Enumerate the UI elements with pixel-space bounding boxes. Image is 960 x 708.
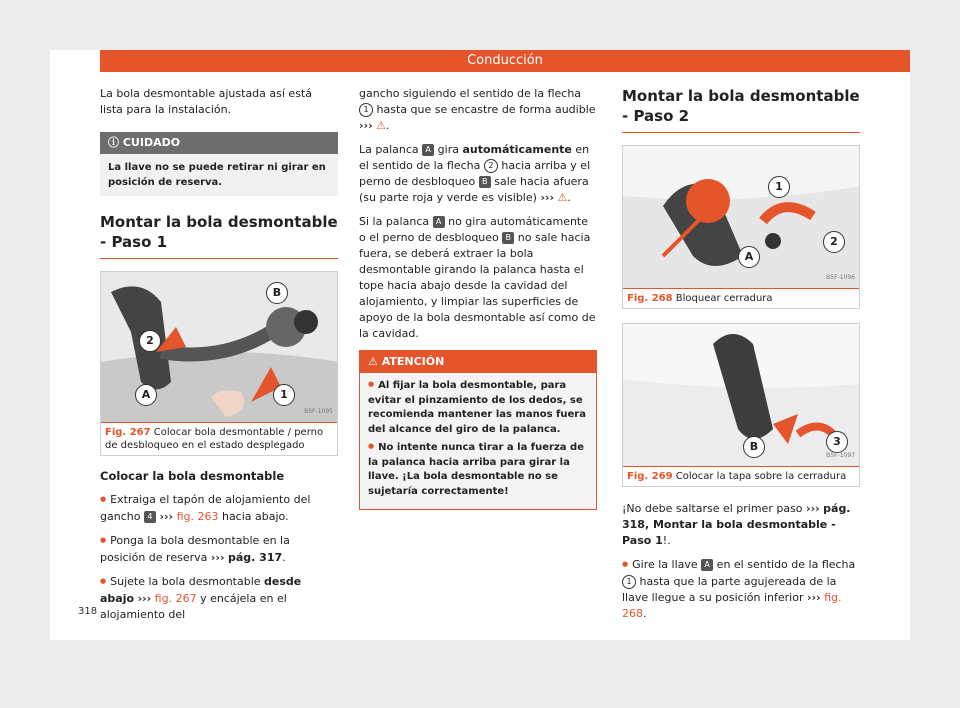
page-link[interactable]: pág. 318, Montar la bola desmontable - Paso 1 bbox=[622, 502, 851, 547]
caution-box bbox=[100, 132, 338, 196]
page-link[interactable]: pág. 317 bbox=[227, 551, 283, 564]
column-1 bbox=[100, 86, 338, 631]
info-icon: ⓘ bbox=[108, 136, 119, 149]
cap-illustration bbox=[623, 324, 859, 466]
subhead: Colocar la bola desmontable bbox=[100, 469, 285, 483]
warning-item bbox=[368, 441, 588, 499]
letter-b: B bbox=[502, 232, 514, 244]
warning-text bbox=[360, 373, 596, 509]
section-title-paso-1: Montar la bola desmontable - Paso 1 bbox=[100, 212, 338, 259]
bullet-dot bbox=[100, 493, 110, 506]
figure-caption-text: Bloquear cerradura bbox=[675, 293, 773, 304]
bullet-dot bbox=[368, 442, 378, 453]
para-3-text1: no gira automáticamente o el perno de desbloqueo bbox=[359, 215, 589, 244]
figure-268 bbox=[622, 145, 860, 309]
warning-title: ATENCIÓN bbox=[381, 355, 445, 368]
step2-bullet: ● Gire la llave A en el sentido de la flecha 1 hasta que la parte agujereada de la llave llegue a su posición inferior ››› fig. 268. bbox=[622, 557, 860, 622]
figure-267-image bbox=[101, 272, 337, 422]
bullet-dot bbox=[100, 575, 110, 588]
ref-arrow-icon: ››› bbox=[359, 119, 373, 132]
bullet-2: ● Ponga la bola desmontable en la posición de reserva ››› pág. 317. bbox=[100, 533, 338, 566]
ref-arrow-icon: ››› bbox=[540, 191, 555, 204]
arrow-number: 1 bbox=[359, 103, 373, 117]
warning-item bbox=[368, 379, 588, 437]
bullet-1-post: hacia abajo. bbox=[221, 510, 289, 523]
bullet-dot bbox=[622, 558, 632, 571]
para-1-text: gancho siguiendo el sentido de la flecha bbox=[359, 87, 582, 100]
warning-icon: ⚠ bbox=[557, 191, 568, 204]
bullet-3-bold: desde abajo bbox=[100, 575, 302, 605]
bullet-3 bbox=[100, 574, 338, 623]
figure-268-caption bbox=[623, 288, 859, 308]
fig-link[interactable]: fig. 263 bbox=[176, 510, 219, 523]
column-3 bbox=[622, 86, 860, 630]
arrow-number: 1 bbox=[622, 575, 636, 589]
caution-text: La llave no se puede retirar ni girar en posición de reserva. bbox=[108, 162, 326, 188]
bullet-3-post: y encájela en el alojamiento del bbox=[100, 592, 287, 621]
para-2-text: La palanca bbox=[359, 143, 419, 156]
figure-caption-text: Colocar bola desmontable / perno de desbloqueo en el estado desplegado bbox=[105, 427, 324, 451]
warning-icon: ⚠ bbox=[376, 119, 386, 132]
warning-header bbox=[360, 351, 596, 373]
callout-b: B bbox=[266, 282, 288, 304]
arrow-number: 2 bbox=[484, 159, 498, 173]
letter-b: B bbox=[479, 176, 491, 188]
letter-a: A bbox=[701, 559, 713, 571]
callout-1: 1 bbox=[273, 384, 295, 406]
page-number: 318 bbox=[78, 606, 98, 617]
section-title-paso-2: Montar la bola desmontable - Paso 2 bbox=[622, 86, 860, 133]
warning-box bbox=[359, 350, 597, 510]
figure-269-caption bbox=[623, 466, 859, 486]
callout-2: 2 bbox=[823, 231, 845, 253]
para-3-text2: no sale hacia fuera, se deberá extraer la bola desmontable girando la palanca hasta el tope hacia abajo desde la cavidad del alojamiento, y limpiar las superficies de apoyo de la bola desmontable así como de la cavidad. bbox=[359, 231, 596, 340]
para-1-post: hasta que se encastre de forma audible bbox=[376, 103, 596, 116]
figure-267 bbox=[100, 271, 338, 456]
callout-a: A bbox=[738, 246, 760, 268]
bullet-2-text: Ponga la bola desmontable en la posición de reserva bbox=[100, 534, 290, 564]
para-2: La palanca A gira automáticamente en el sentido de la flecha 2 hacia arriba y el perno de desbloqueo B sale hacia afuera (su parte roja y verde es visible) ››› ⚠. bbox=[359, 143, 591, 204]
step2-bullet-text: Gire la llave bbox=[632, 558, 698, 571]
figure-label: Fig. 268 bbox=[627, 293, 673, 304]
warning-item-text: Al fijar la bola desmontable, para evitar el pinzamiento de los dedos, se recomienda mantener las manos fuera del alcance del giro de la palanca. bbox=[368, 380, 586, 435]
caution-title: CUIDADO bbox=[122, 136, 181, 149]
figure-267-caption bbox=[101, 422, 337, 455]
para-2-mid: gira bbox=[437, 143, 459, 156]
ref-arrow-icon: ››› bbox=[210, 551, 225, 564]
para-1: gancho siguiendo el sentido de la flecha 1 hasta que se encastre de forma audible ››› ⚠. bbox=[359, 87, 596, 132]
figure-269 bbox=[622, 323, 860, 487]
warning-item-text: No intente nunca tirar a la fuerza de la palanca hacia arriba para girar la llave. ¡La bola desmontable no se sujetaría correctamente! bbox=[368, 442, 584, 497]
callout-b: B bbox=[743, 436, 765, 458]
step2-bullet-post: hasta que la parte agujereada de la llave llegue a su posición inferior bbox=[622, 575, 837, 604]
intro-text: La bola desmontable ajustada así está lista para la instalación. bbox=[100, 87, 312, 116]
step2-intro bbox=[622, 501, 860, 549]
para-2-bold: automáticamente bbox=[462, 143, 572, 156]
step2-intro-post: !. bbox=[662, 534, 671, 547]
warning-icon: ⚠ bbox=[368, 355, 378, 368]
column-2 bbox=[359, 86, 597, 518]
ref-arrow-icon: ››› bbox=[806, 502, 820, 515]
callout-a: A bbox=[135, 384, 157, 406]
chapter-header: Conducción bbox=[100, 50, 910, 72]
bullet-dot bbox=[100, 534, 110, 547]
lock-illustration bbox=[623, 146, 859, 288]
para-2-text2: hacia arriba y el perno de desbloqueo bbox=[359, 159, 591, 188]
para-2-text1: en el sentido de la flecha bbox=[359, 143, 590, 172]
para-3-text: Si la palanca bbox=[359, 215, 430, 228]
figure-code: B5F-1097 bbox=[826, 452, 855, 459]
letter-a: A bbox=[433, 216, 445, 228]
item-number: 4 bbox=[144, 511, 156, 523]
bullet-1 bbox=[100, 492, 338, 525]
ref-arrow-icon: ››› bbox=[806, 591, 821, 604]
fig-link[interactable]: fig. 267 bbox=[154, 592, 197, 605]
caution-header bbox=[100, 132, 338, 154]
figure-268-image bbox=[623, 146, 859, 288]
ref-arrow-icon: ››› bbox=[137, 592, 152, 605]
fig-link[interactable]: fig. 268 bbox=[622, 591, 842, 620]
ref-arrow-icon: ››› bbox=[159, 510, 174, 523]
figure-label: Fig. 269 bbox=[627, 471, 673, 482]
bullet-1-text: Extraiga el tapón de alojamiento del gancho bbox=[100, 493, 311, 523]
step2-intro-text: ¡No debe saltarse el primer paso bbox=[622, 502, 803, 515]
bullet-dot bbox=[368, 380, 378, 391]
step2-bullet-mid: en el sentido de la flecha bbox=[716, 558, 856, 571]
page bbox=[50, 50, 910, 640]
para-2-text3: sale hacia afuera (su parte roja y verde es visible) bbox=[359, 175, 589, 204]
figure-code: B5F-1096 bbox=[826, 274, 855, 281]
callout-1: 1 bbox=[768, 176, 790, 198]
figure-label: Fig. 267 bbox=[105, 427, 151, 438]
figure-caption-text: Colocar la tapa sobre la cerradura bbox=[675, 471, 847, 482]
callout-3: 3 bbox=[826, 431, 848, 453]
figure-269-image bbox=[623, 324, 859, 466]
letter-a: A bbox=[422, 144, 434, 156]
callout-2: 2 bbox=[139, 330, 161, 352]
bullet-3-text: Sujete la bola desmontable bbox=[110, 575, 261, 588]
figure-code: B5F-1095 bbox=[304, 408, 333, 415]
para-3 bbox=[359, 214, 597, 342]
